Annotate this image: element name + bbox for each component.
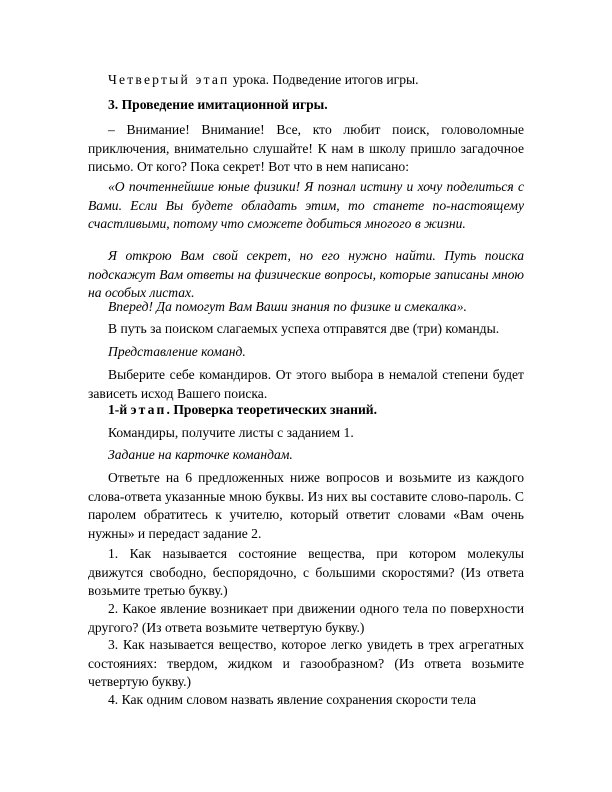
- captains-paragraph: Выберите себе командиров. От этого выбора в немалой степени будет зависеть исход Вашего поиска.: [88, 367, 524, 401]
- question-4: 4. Как одним словом назвать явление сохранения скорости тела: [108, 692, 477, 707]
- stage4-label: Четвертый этап: [108, 72, 230, 87]
- letter-paragraph-2: Я открою Вам свой секрет, но его нужно найти. Путь поиска подскажут Вам ответы на физические вопросы, которые записаны мною на особых листах.: [88, 248, 524, 301]
- stage4-heading: [88, 71, 524, 90]
- captains-sheets-line: Командиры, получите листы с заданием 1.: [108, 425, 354, 440]
- stage1-rest: . Проверка теоретических знаний.: [166, 402, 378, 417]
- question-3: 3. Как называется вещество, которое легко увидеть в трех агрегатных состояниях: твердом, жидком и газообразном? (Из ответа возьмите четвертую букву.): [88, 637, 524, 690]
- stage1-label: этап: [130, 402, 167, 417]
- intro-paragraph: – Внимание! Внимание! Все, кто любит поиск, головоломные приключения, внимательно слушайте! К нам в школу пришло загадочное письмо. От кого? Пока секрет! Вот что в нем написано:: [88, 122, 524, 175]
- letter-paragraph-3: Вперед! Да помогут Вам Ваши знания по физике и смекалка».: [108, 299, 467, 314]
- stage1-number: 1-й: [108, 402, 131, 417]
- letter-paragraph-1: «О почтеннейшие юные физики! Я познал истину и хочу поделиться с Вами. Если Вы будете обладать этим, то станете по-настоящему счастливыми, потому что сможете добиться многого в жизни.: [88, 179, 524, 232]
- stage1-heading: [88, 401, 524, 420]
- teams-presentation: Представление команд.: [108, 344, 246, 359]
- question-1: 1. Как называется состояние вещества, при котором молекулы движутся свободно, беспорядочно, с большими скоростями? (Из ответа возьмите третью букву.): [88, 546, 524, 599]
- instructions-paragraph: Ответьте на 6 предложенных ниже вопросов и возьмите из каждого слова-ответа указанные мною буквы. Из них вы составите слово-пароль. С паролем обратитесь к учителю, который ответит словами «Вам очень нужны» и передаст задание 2.: [88, 470, 524, 541]
- question-2: 2. Какое явление возникает при движении одного тела по поверхности другого? (Из ответа возьмите четвертую букву.): [88, 601, 524, 635]
- stage4-rest: урока. Подведение итогов игры.: [229, 72, 419, 87]
- section3-heading: 3. Проведение имитационной игры.: [108, 97, 328, 112]
- teams-line: В путь за поиском слагаемых успеха отправятся две (три) команды.: [108, 321, 500, 336]
- card-task-line: Задание на карточке командам.: [108, 447, 293, 462]
